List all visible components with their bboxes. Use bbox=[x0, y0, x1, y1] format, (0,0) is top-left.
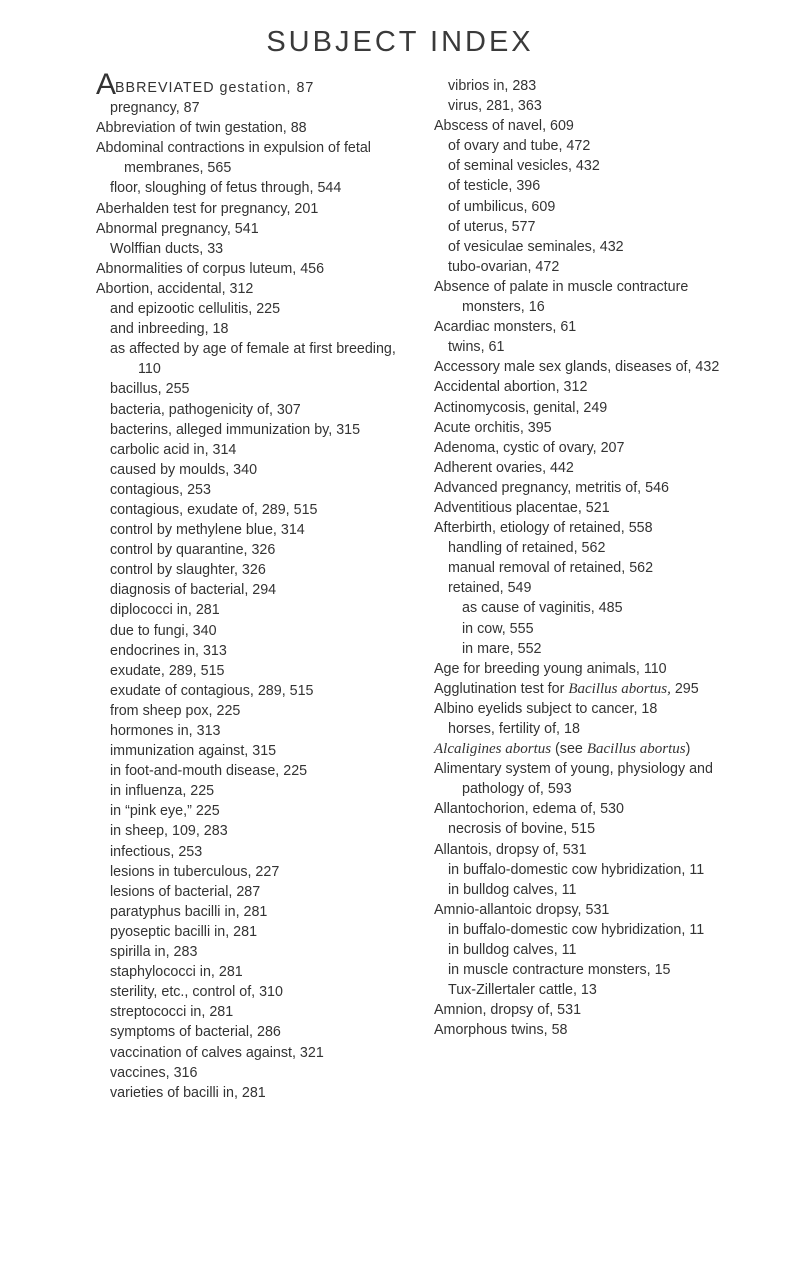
entry-text: contagious, exudate of, 289, 515 bbox=[110, 501, 318, 518]
index-subentry bbox=[434, 237, 752, 257]
entry-text: Abortion, accidental, 312 bbox=[96, 280, 254, 297]
entry-text: horses, fertility of, 18 bbox=[448, 721, 580, 737]
drop-cap-letter: A bbox=[96, 68, 116, 101]
index-heading bbox=[434, 478, 752, 498]
index-heading bbox=[434, 659, 752, 679]
index-subentry bbox=[96, 480, 408, 500]
index-subentry bbox=[96, 661, 408, 681]
entry-text: Amnio-allantoic dropsy, 531 bbox=[434, 901, 610, 918]
entry-text: Alimentary system of young, physiology and pathology of, 593 bbox=[434, 761, 713, 798]
index-subentry bbox=[96, 902, 408, 922]
entry-italic-text: Bacillus abortus bbox=[586, 741, 686, 758]
entry-text: 295 bbox=[670, 680, 699, 697]
entry-text: vaccines, 316 bbox=[110, 1064, 198, 1081]
entry-text: Adenoma, cystic of ovary, 207 bbox=[434, 439, 625, 456]
index-subentry bbox=[96, 560, 408, 580]
index-heading bbox=[96, 138, 408, 178]
index-heading bbox=[434, 357, 752, 377]
index-heading bbox=[434, 679, 752, 699]
index-subentry bbox=[96, 721, 408, 741]
index-subentry bbox=[434, 719, 752, 739]
entry-text: manual removal of retained, 562 bbox=[448, 560, 654, 577]
entry-text: exudate of contagious, 289, 515 bbox=[110, 682, 314, 699]
index-heading bbox=[434, 116, 752, 136]
entry-text: control by slaughter, 326 bbox=[110, 562, 266, 579]
entry-text: as affected by age of female at first breeding, 110 bbox=[110, 341, 396, 378]
index-subentry bbox=[96, 600, 408, 620]
index-subentry bbox=[96, 962, 408, 982]
entry-text: bacterins, alleged immunization by, 315 bbox=[110, 421, 361, 438]
index-heading bbox=[434, 1020, 752, 1040]
entry-text: Afterbirth, etiology of retained, 558 bbox=[434, 520, 653, 537]
index-subentry bbox=[434, 96, 752, 116]
entry-text: Acardiac monsters, 61 bbox=[434, 319, 577, 336]
index-subentry bbox=[434, 156, 752, 176]
index-subentry bbox=[96, 781, 408, 801]
index-subentry bbox=[96, 761, 408, 781]
entry-text: immunization against, 315 bbox=[110, 743, 277, 760]
entry-text: paratyphus bacilli in, 281 bbox=[110, 903, 268, 920]
entry-text: Absence of palate in muscle contracture monsters, 16 bbox=[434, 278, 689, 316]
entry-text: Advanced pregnancy, metritis of, 546 bbox=[434, 479, 669, 496]
index-subentry bbox=[434, 538, 752, 558]
index-heading bbox=[434, 377, 752, 397]
right-column bbox=[434, 76, 752, 1041]
entry-text: Accidental abortion, 312 bbox=[434, 379, 588, 396]
index-subentry bbox=[96, 379, 408, 399]
index-heading bbox=[96, 219, 408, 239]
index-subentry bbox=[96, 239, 408, 259]
index-subentry bbox=[96, 1002, 408, 1022]
index-subentry bbox=[434, 980, 752, 1000]
index-subentry bbox=[96, 500, 408, 520]
entry-text: in cow, 555 bbox=[462, 620, 534, 637]
index-heading bbox=[96, 279, 408, 299]
entry-italic-text: Alcaligines abortus bbox=[434, 741, 552, 758]
index-heading bbox=[434, 739, 752, 759]
index-subentry bbox=[434, 639, 752, 659]
entry-text: streptococci in, 281 bbox=[110, 1004, 234, 1021]
entry-text: in “pink eye,” 225 bbox=[110, 803, 220, 820]
index-subentry bbox=[96, 641, 408, 661]
index-subentry bbox=[96, 339, 408, 379]
entry-text: in influenza, 225 bbox=[110, 783, 215, 800]
index-heading bbox=[434, 518, 752, 538]
entry-text: Acute orchitis, 395 bbox=[434, 419, 552, 436]
entry-text: pregnancy, 87 bbox=[110, 100, 200, 117]
index-subentry bbox=[434, 176, 752, 196]
index-subentry bbox=[96, 440, 408, 460]
entry-text: Tux-Zillertaler cattle, 13 bbox=[448, 982, 597, 999]
entry-text: Wolffian ducts, 33 bbox=[110, 240, 224, 257]
entry-text: and epizootic cellulitis, 225 bbox=[110, 301, 281, 318]
entry-text: virus, 281, 363 bbox=[448, 98, 542, 115]
index-heading bbox=[434, 277, 752, 317]
entry-text: necrosis of bovine, 515 bbox=[448, 821, 596, 838]
entry-text: hormones in, 313 bbox=[110, 723, 221, 739]
entry-text: vaccination of calves against, 321 bbox=[110, 1044, 324, 1061]
entry-text: Aberhalden test for pregnancy, 201 bbox=[96, 200, 319, 217]
index-heading bbox=[434, 759, 752, 799]
index-subentry bbox=[96, 862, 408, 882]
entry-text: infectious, 253 bbox=[110, 843, 203, 860]
index-subentry bbox=[434, 860, 752, 880]
entry-text: sterility, etc., control of, 310 bbox=[110, 984, 283, 1001]
entry-text: of seminal vesicles, 432 bbox=[448, 158, 600, 175]
index-heading bbox=[434, 799, 752, 819]
entry-text: Allantochorion, edema of, 530 bbox=[434, 801, 624, 818]
index-subentry bbox=[96, 882, 408, 902]
entry-text: of uterus, 577 bbox=[448, 218, 536, 235]
entry-text: carbolic acid in, 314 bbox=[110, 441, 237, 458]
entry-text: lesions of bacterial, 287 bbox=[110, 883, 261, 900]
index-heading bbox=[96, 118, 408, 138]
index-heading bbox=[434, 418, 752, 438]
entry-text: tubo-ovarian, 472 bbox=[448, 258, 560, 275]
index-heading bbox=[434, 458, 752, 478]
entry-text: Amorphous twins, 58 bbox=[434, 1022, 568, 1039]
entry-text: contagious, 253 bbox=[110, 481, 211, 498]
index-subentry bbox=[434, 819, 752, 839]
entry-text: Abnormalities of corpus luteum, 456 bbox=[96, 260, 325, 277]
entry-text: in muscle contracture monsters, 15 bbox=[448, 962, 671, 979]
index-subentry bbox=[96, 540, 408, 560]
entry-text: diagnosis of bacterial, 294 bbox=[110, 582, 277, 599]
index-heading bbox=[434, 398, 752, 418]
index-subentry bbox=[96, 681, 408, 701]
index-subentry bbox=[434, 197, 752, 217]
index-subentry bbox=[96, 319, 408, 339]
entry-text: due to fungi, 340 bbox=[110, 622, 217, 639]
index-subentry bbox=[434, 920, 752, 940]
entry-text: lesions in tuberculous, 227 bbox=[110, 863, 280, 880]
entry-text: control by methylene blue, 314 bbox=[110, 522, 305, 539]
entry-text: in buffalo-domestic cow hybridization, 11 bbox=[448, 861, 705, 878]
entry-text: floor, sloughing of fetus through, 544 bbox=[110, 180, 342, 197]
entry-text: in sheep, 109, 283 bbox=[110, 823, 228, 840]
index-subentry bbox=[96, 942, 408, 962]
index-subentry bbox=[96, 98, 408, 118]
index-subentry bbox=[96, 801, 408, 821]
entry-text: Abnormal pregnancy, 541 bbox=[96, 220, 259, 237]
index-subentry bbox=[96, 580, 408, 600]
entry-text: Actinomycosis, genital, 249 bbox=[434, 399, 608, 416]
entry-text: in bulldog calves, 11 bbox=[448, 881, 577, 898]
page-title: SUBJECT INDEX bbox=[266, 26, 534, 58]
index-heading bbox=[96, 199, 408, 219]
index-heading bbox=[434, 438, 752, 458]
entry-text: in mare, 552 bbox=[462, 640, 542, 657]
index-subentry bbox=[434, 136, 752, 156]
index-subentry bbox=[96, 420, 408, 440]
entry-text: spirilla in, 283 bbox=[110, 944, 198, 961]
entry-text: bacteria, pathogenicity of, 307 bbox=[110, 401, 301, 418]
entry-text: retained, 549 bbox=[448, 580, 532, 597]
entry-text: caused by moulds, 340 bbox=[110, 461, 258, 478]
entry-text: of vesiculae seminales, 432 bbox=[448, 238, 624, 255]
index-subentry bbox=[434, 257, 752, 277]
entry-text: diplococci in, 281 bbox=[110, 602, 220, 619]
entry-text: varieties of bacilli in, 281 bbox=[110, 1084, 266, 1101]
index-subentry bbox=[96, 1022, 408, 1042]
index-heading bbox=[434, 498, 752, 518]
index-subentry bbox=[434, 337, 752, 357]
index-subentry bbox=[96, 1043, 408, 1063]
entry-text: in foot-and-mouth disease, 225 bbox=[110, 763, 308, 780]
entry-text: Adventitious placentae, 521 bbox=[434, 499, 610, 516]
index-subentry bbox=[434, 598, 752, 618]
entry-text: BBREVIATED gestation, 87 bbox=[115, 80, 315, 96]
entry-text: as cause of vaginitis, 485 bbox=[462, 600, 623, 617]
index-subentry bbox=[96, 701, 408, 721]
entry-text: in bulldog calves, 11 bbox=[448, 942, 577, 959]
entry-text: ) bbox=[685, 741, 691, 758]
index-subentry bbox=[434, 558, 752, 578]
entry-text: Accessory male sex glands, diseases of, 432 bbox=[434, 359, 720, 376]
index-subentry bbox=[434, 960, 752, 980]
index-subentry bbox=[96, 621, 408, 641]
index-subentry bbox=[96, 1063, 408, 1083]
entry-text: Adherent ovaries, 442 bbox=[434, 459, 574, 476]
entry-text: twins, 61 bbox=[448, 339, 505, 356]
index-subentry bbox=[434, 619, 752, 639]
entry-text: exudate, 289, 515 bbox=[110, 662, 225, 679]
left-column bbox=[96, 68, 408, 1103]
index-subentry bbox=[96, 400, 408, 420]
entry-text: of ovary and tube, 472 bbox=[448, 138, 591, 155]
index-heading bbox=[434, 699, 752, 719]
index-heading bbox=[96, 259, 408, 279]
entry-text: of testicle, 396 bbox=[448, 178, 541, 195]
entry-italic-text: Bacillus abortus, bbox=[568, 680, 671, 697]
index-heading bbox=[96, 68, 408, 101]
index-heading bbox=[434, 840, 752, 860]
entry-text: vibrios in, 283 bbox=[448, 78, 537, 94]
entry-text: (see bbox=[551, 741, 587, 758]
index-subentry bbox=[96, 520, 408, 540]
index-subentry bbox=[434, 217, 752, 237]
entry-text: Age for breeding young animals, 110 bbox=[434, 660, 667, 677]
index-subentry bbox=[434, 880, 752, 900]
entry-text: Amnion, dropsy of, 531 bbox=[434, 1002, 582, 1019]
entry-text: and inbreeding, 18 bbox=[110, 321, 229, 338]
index-subentry bbox=[96, 178, 408, 198]
entry-text: in buffalo-domestic cow hybridization, 11 bbox=[448, 921, 705, 938]
entry-text: Abbreviation of twin gestation, 88 bbox=[96, 120, 307, 137]
index-subentry bbox=[96, 821, 408, 841]
entry-text: pyoseptic bacilli in, 281 bbox=[110, 923, 258, 940]
entry-text: bacillus, 255 bbox=[110, 381, 190, 398]
entry-text: from sheep pox, 225 bbox=[110, 702, 241, 719]
entry-text: Abscess of navel, 609 bbox=[434, 118, 574, 135]
entry-text: Albino eyelids subject to cancer, 18 bbox=[434, 700, 658, 717]
entry-text: handling of retained, 562 bbox=[448, 540, 606, 557]
index-subentry bbox=[96, 460, 408, 480]
index-subentry bbox=[434, 940, 752, 960]
entry-text: control by quarantine, 326 bbox=[110, 542, 276, 559]
index-subentry bbox=[434, 578, 752, 598]
index-heading bbox=[434, 1000, 752, 1020]
entry-text: of umbilicus, 609 bbox=[448, 198, 556, 215]
index-subentry bbox=[96, 842, 408, 862]
index-subentry bbox=[96, 922, 408, 942]
index-subentry bbox=[96, 1083, 408, 1103]
index-subentry bbox=[96, 982, 408, 1002]
index-subentry bbox=[96, 299, 408, 319]
entry-text: endocrines in, 313 bbox=[110, 642, 227, 659]
index-heading bbox=[434, 317, 752, 337]
entry-text: staphylococci in, 281 bbox=[110, 964, 243, 981]
entry-text: symptoms of bacterial, 286 bbox=[110, 1024, 281, 1041]
index-subentry bbox=[434, 76, 752, 96]
entry-text: Allantois, dropsy of, 531 bbox=[434, 841, 587, 858]
entry-text: Agglutination test for bbox=[434, 680, 569, 697]
index-subentry bbox=[96, 741, 408, 761]
entry-text: Abdominal contractions in expulsion of fetal membranes, 565 bbox=[96, 140, 371, 177]
index-heading bbox=[434, 900, 752, 920]
